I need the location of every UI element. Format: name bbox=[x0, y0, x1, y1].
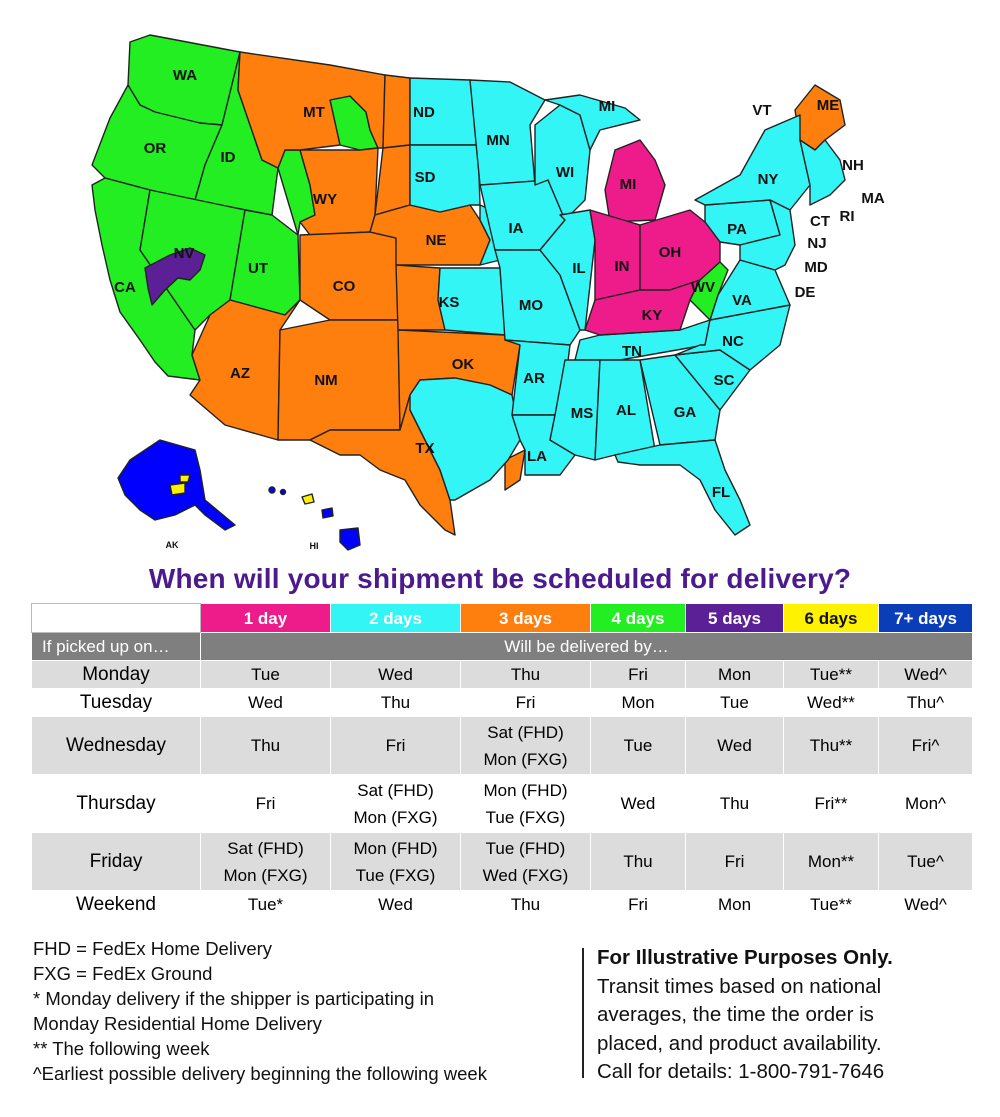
state-label: NV bbox=[173, 245, 195, 262]
state-label: AL bbox=[616, 402, 636, 419]
illustrative-disclaimer bbox=[597, 944, 893, 1087]
state-label: CO bbox=[332, 278, 356, 295]
state-label: VA bbox=[732, 292, 752, 309]
state-label: RI bbox=[839, 208, 855, 225]
state-label: WA bbox=[172, 67, 198, 84]
delivery-day-text: Wed bbox=[248, 693, 283, 712]
state-label: MA bbox=[861, 190, 885, 207]
state-label: PA bbox=[727, 221, 747, 238]
delivery-day-text: Mon (FXG) bbox=[483, 749, 568, 769]
state-label: KS bbox=[438, 294, 460, 311]
state-sd bbox=[375, 145, 410, 215]
delivery-day-cell bbox=[461, 891, 591, 919]
pickup-day: Wednesday bbox=[32, 717, 201, 775]
delivery-day-cell bbox=[591, 833, 686, 891]
table-row bbox=[32, 891, 973, 919]
state-label: OR bbox=[143, 140, 167, 157]
state-label: AK bbox=[165, 540, 179, 550]
delivery-day-text: Sat (FHD) bbox=[227, 838, 304, 858]
delivery-day-cell bbox=[331, 689, 461, 717]
page-title: When will your shipment be scheduled for delivery? bbox=[148, 563, 852, 594]
delivery-day-cell bbox=[201, 775, 331, 833]
state-ny bbox=[695, 115, 810, 210]
state-label: SD bbox=[414, 169, 436, 186]
note-line: ** The following week bbox=[33, 1038, 210, 1059]
delivery-day-cell bbox=[591, 717, 686, 775]
delivery-day-text: Wed bbox=[717, 736, 752, 755]
notes bbox=[33, 936, 487, 1086]
delivery-day-cell bbox=[591, 689, 686, 717]
state-label: MD bbox=[804, 259, 828, 276]
delivery-day-text: Mon (FXG) bbox=[353, 807, 438, 827]
state-label: CT bbox=[810, 213, 830, 230]
state-label: AZ bbox=[230, 365, 250, 382]
state-label: UT bbox=[248, 260, 268, 277]
legend-6-days: 6 days bbox=[784, 604, 879, 633]
pickup-day: Tuesday bbox=[32, 689, 201, 717]
delivery-day-cell bbox=[879, 775, 973, 833]
table-row bbox=[32, 833, 973, 891]
delivery-day-cell bbox=[331, 661, 461, 689]
pickup-day: Weekend bbox=[32, 891, 201, 919]
state-label: AR bbox=[523, 370, 545, 387]
delivery-day-cell bbox=[784, 661, 879, 689]
delivery-day-text: Thu bbox=[623, 852, 653, 871]
state-label: IN bbox=[614, 258, 630, 275]
state-label: GA bbox=[673, 404, 697, 421]
state-label: NE bbox=[425, 232, 447, 249]
state-label: NC bbox=[722, 333, 744, 350]
delivery-day-text: Thu bbox=[380, 693, 411, 712]
legend-5-days: 5 days bbox=[686, 604, 784, 633]
legend-7-plus-days: 7+ days bbox=[879, 604, 973, 633]
delivery-day-text: Fri** bbox=[814, 794, 848, 813]
delivery-day-cell bbox=[686, 689, 784, 717]
state-label: MI bbox=[619, 176, 637, 193]
delivery-day-cell bbox=[331, 891, 461, 919]
delivery-day-text: Fri bbox=[255, 794, 276, 813]
delivery-day-cell bbox=[201, 891, 331, 919]
state-label: ID bbox=[220, 149, 236, 166]
state-label: OH bbox=[658, 244, 682, 261]
table-row bbox=[32, 717, 973, 775]
disclaimer-heading: For Illustrative Purposes Only. bbox=[597, 946, 893, 969]
delivery-day-cell bbox=[686, 661, 784, 689]
delivery-day-cell bbox=[201, 717, 331, 775]
delivery-day-cell bbox=[784, 775, 879, 833]
delivery-day-text: Tue bbox=[720, 693, 749, 712]
delivery-day-cell bbox=[879, 717, 973, 775]
state-label: MN bbox=[486, 132, 510, 149]
delivery-day-cell bbox=[331, 833, 461, 891]
delivery-day-cell bbox=[461, 661, 591, 689]
delivery-day-text: Tue** bbox=[810, 895, 852, 914]
delivery-day-text: Thu bbox=[719, 794, 750, 813]
state-label: MS bbox=[570, 405, 594, 422]
delivery-day-cell bbox=[591, 661, 686, 689]
delivery-day-text: Thu bbox=[510, 665, 541, 684]
disclaimer-line: Call for details: 1-800-791-7646 bbox=[597, 1060, 885, 1083]
divider bbox=[582, 948, 584, 1078]
delivery-day-cell bbox=[784, 717, 879, 775]
table-row bbox=[32, 775, 973, 833]
delivery-day-cell bbox=[201, 661, 331, 689]
state-nd bbox=[383, 75, 410, 148]
delivery-day-text: Wed^ bbox=[904, 665, 947, 684]
state-in bbox=[590, 210, 640, 300]
delivery-day-cell bbox=[879, 661, 973, 689]
delivery-day-text: Fri bbox=[515, 693, 536, 712]
delivery-day-text: Tue (FXG) bbox=[355, 865, 436, 885]
legend-4-days: 4 days bbox=[591, 604, 686, 633]
delivery-day-cell bbox=[331, 717, 461, 775]
delivery-day-text: Tue^ bbox=[907, 852, 944, 871]
delivery-day-text: Wed bbox=[378, 665, 413, 684]
state-label: WV bbox=[690, 279, 716, 296]
delivery-day-cell bbox=[686, 717, 784, 775]
state-label: MT bbox=[303, 104, 325, 121]
state-new-england bbox=[800, 140, 845, 205]
delivered-label: Will be delivered by… bbox=[201, 633, 973, 661]
state-me bbox=[795, 85, 845, 150]
note-line: ^Earliest possible delivery beginning the following week bbox=[33, 1063, 487, 1084]
delivery-day-cell bbox=[461, 689, 591, 717]
alaska bbox=[118, 440, 235, 530]
state-label: TN bbox=[622, 343, 642, 360]
state-label: WI bbox=[555, 164, 575, 181]
delivery-day-text: Wed^ bbox=[904, 895, 947, 914]
note-line: * Monday delivery if the shipper is participating in bbox=[33, 988, 435, 1009]
state-label: ME bbox=[816, 97, 840, 114]
delivery-day-text: Mon** bbox=[807, 852, 855, 871]
delivery-day-text: Sat (FHD) bbox=[357, 780, 434, 800]
delivery-day-text: Tue bbox=[623, 736, 653, 755]
delivery-day-text: Tue bbox=[251, 665, 280, 684]
delivery-day-text: Wed bbox=[378, 895, 413, 914]
delivery-day-text: Wed** bbox=[807, 693, 855, 712]
delivery-day-text: Thu^ bbox=[906, 693, 945, 712]
note-line: Monday Residential Home Delivery bbox=[33, 1013, 322, 1034]
delivery-day-cell bbox=[879, 833, 973, 891]
disclaimer-line: placed, and product availability. bbox=[597, 1031, 882, 1055]
delivery-day-text: Thu bbox=[250, 736, 281, 755]
delivery-day-cell bbox=[461, 775, 591, 833]
delivery-day-text: Mon (FHD) bbox=[483, 780, 568, 800]
delivery-day-cell bbox=[591, 891, 686, 919]
state-label: NM bbox=[314, 372, 338, 389]
state-label: MO bbox=[518, 297, 544, 314]
delivery-table bbox=[31, 603, 973, 919]
delivery-day-text: Fri bbox=[724, 852, 745, 871]
delivery-day-text: Tue (FXG) bbox=[485, 807, 566, 827]
delivery-day-text: Tue** bbox=[810, 665, 852, 684]
table-row bbox=[32, 661, 973, 689]
delivery-day-text: Fri bbox=[628, 895, 648, 914]
note-line: FHD = FedEx Home Delivery bbox=[33, 938, 273, 959]
note-line: FXG = FedEx Ground bbox=[33, 963, 213, 984]
delivery-day-cell bbox=[686, 891, 784, 919]
delivery-day-text: Mon (FHD) bbox=[353, 838, 438, 858]
delivery-day-cell bbox=[461, 833, 591, 891]
delivery-day-text: Tue* bbox=[247, 895, 284, 914]
legend-1-day: 1 day bbox=[201, 604, 331, 633]
delivery-day-text: Mon bbox=[717, 895, 752, 914]
delivery-day-cell bbox=[879, 689, 973, 717]
delivery-day-cell bbox=[686, 775, 784, 833]
state-label: FL bbox=[711, 484, 731, 501]
state-label: KY bbox=[641, 307, 663, 324]
delivery-day-text: Mon bbox=[717, 665, 752, 684]
delivery-day-text: Fri bbox=[628, 665, 648, 684]
state-label: NJ bbox=[807, 235, 827, 252]
sub-header-row bbox=[32, 633, 973, 661]
delivery-day-text: Mon (FXG) bbox=[223, 865, 308, 885]
state-label: OK bbox=[451, 356, 475, 373]
pickup-day: Friday bbox=[32, 833, 201, 891]
delivery-day-cell bbox=[686, 833, 784, 891]
delivery-day-text: Wed (FXG) bbox=[482, 865, 569, 885]
delivery-day-text: Fri^ bbox=[911, 736, 940, 755]
delivery-day-text: Thu** bbox=[809, 736, 853, 755]
state-label: NY bbox=[757, 171, 779, 188]
disclaimer-line: Transit times based on national bbox=[597, 974, 882, 998]
state-label: MI bbox=[598, 98, 616, 115]
state-label: VT bbox=[752, 102, 772, 119]
state-label: WY bbox=[312, 191, 338, 208]
state-label: ND bbox=[413, 104, 435, 121]
delivery-day-text: Thu bbox=[510, 895, 541, 914]
delivery-day-cell bbox=[784, 891, 879, 919]
delivery-day-cell bbox=[879, 891, 973, 919]
delivery-day-text: Tue (FHD) bbox=[485, 838, 566, 858]
state-label: CA bbox=[114, 279, 136, 296]
delivery-day-cell bbox=[331, 775, 461, 833]
state-label: IL bbox=[572, 260, 586, 277]
delivery-day-cell bbox=[784, 689, 879, 717]
state-label: NH bbox=[842, 157, 864, 174]
state-nm bbox=[278, 320, 400, 440]
pickup-day: Monday bbox=[32, 661, 201, 689]
state-label: SC bbox=[713, 372, 735, 389]
state-co bbox=[300, 232, 398, 320]
picked-up-label: If picked up on… bbox=[32, 633, 201, 661]
state-label: LA bbox=[527, 448, 547, 465]
state-label: IA bbox=[508, 220, 524, 237]
delivery-day-text: Mon^ bbox=[904, 794, 947, 813]
state-label: TX bbox=[415, 440, 435, 457]
legend-corner bbox=[32, 604, 201, 633]
delivery-day-cell bbox=[591, 775, 686, 833]
delivery-day-cell bbox=[201, 689, 331, 717]
delivery-day-cell bbox=[461, 717, 591, 775]
delivery-day-text: Sat (FHD) bbox=[487, 722, 564, 742]
table-body bbox=[32, 661, 973, 919]
delivery-day-text: Fri bbox=[385, 736, 406, 755]
delivery-day-cell bbox=[201, 833, 331, 891]
state-label: HI bbox=[309, 541, 319, 551]
table-row bbox=[32, 689, 973, 717]
state-wy bbox=[300, 148, 378, 235]
legend-3-days: 3 days bbox=[461, 604, 591, 633]
pickup-day: Thursday bbox=[32, 775, 201, 833]
disclaimer-line: averages, the time the order is bbox=[597, 1003, 874, 1026]
delivery-day-text: Wed bbox=[620, 794, 656, 813]
delivery-day-cell bbox=[784, 833, 879, 891]
delivery-day-text: Mon bbox=[621, 693, 655, 712]
legend-row bbox=[32, 604, 973, 633]
state-label: DE bbox=[794, 284, 816, 301]
legend-2-days: 2 days bbox=[331, 604, 461, 633]
